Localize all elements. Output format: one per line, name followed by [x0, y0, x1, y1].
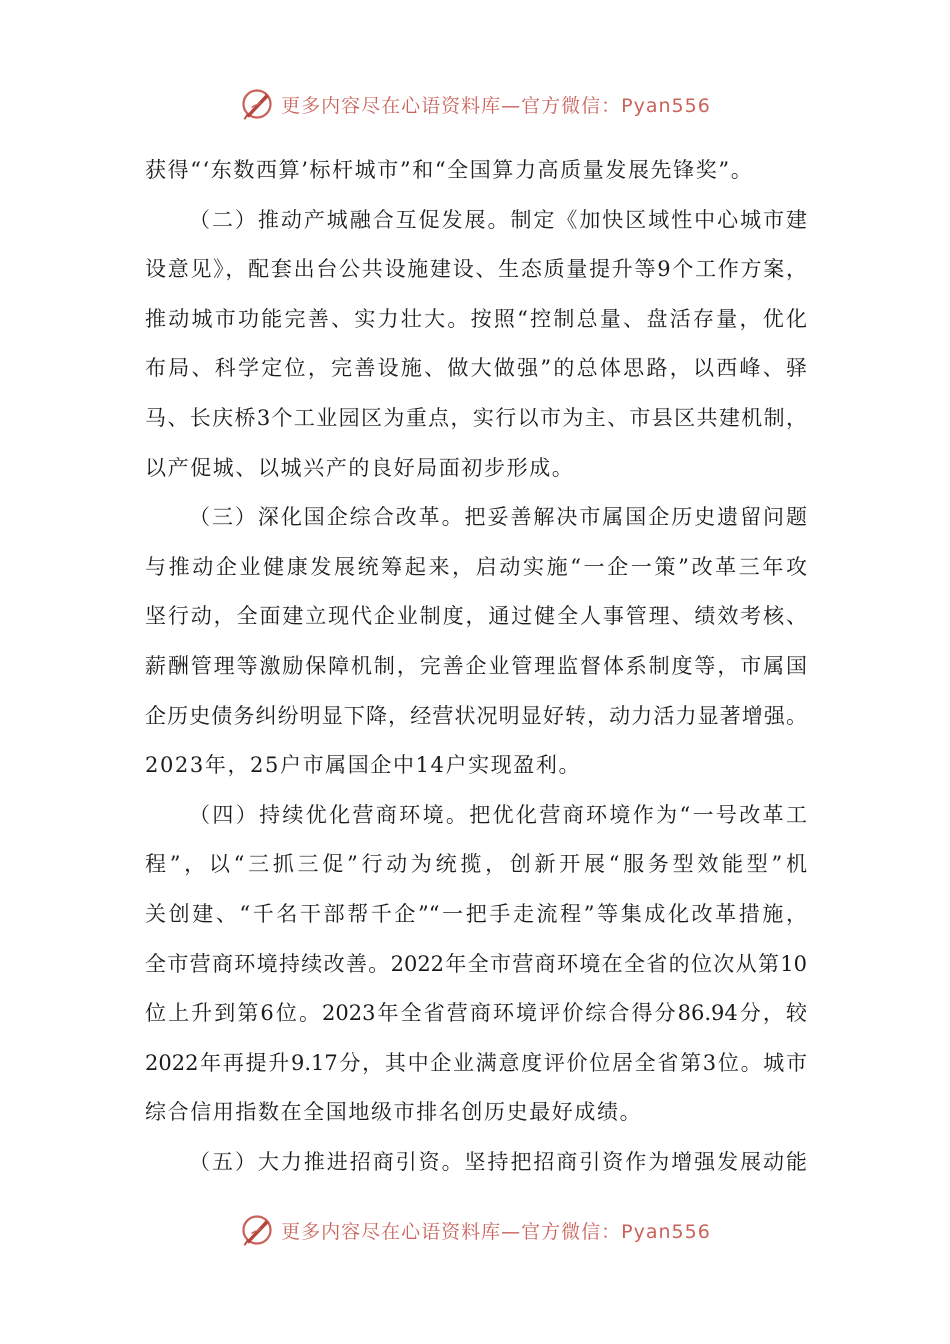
text-line: 全市营商环境持续改善。2022年全市营商环境在全省的位次从第10 [145, 951, 807, 976]
text-line: 关创建、“千名干部帮千企”“一把手走流程”等集成化改革措施， [145, 901, 807, 926]
text-line: 推动城市功能完善、实力壮大。按照“控制总量、盘活存量，优化 [145, 306, 807, 331]
quill-logo-icon [239, 86, 275, 122]
text-line: 坚行动，全面建立现代企业制度，通过健全人事管理、绩效考核、 [145, 604, 807, 629]
document-body [145, 146, 807, 1187]
footer-watermark-text: 更多内容尽在心语资料库—官方微信：Pyan556 [281, 1220, 711, 1243]
text-line: （三）深化国企综合改革。把妥善解决市属国企历史遗留问题 [189, 505, 807, 530]
text-line: 综合信用指数在全国地级市排名创历史最好成绩。 [145, 1100, 643, 1125]
text-line: （五）大力推进招商引资。坚持把招商引资作为增强发展动能 [189, 1149, 807, 1174]
header-watermark [0, 84, 950, 124]
text-line: 2022年再提升9.17分，其中企业满意度评价位居全省第3位。城市 [145, 1050, 807, 1075]
text-line: 与推动企业健康发展统筹起来，启动实施“一企一策”改革三年攻 [145, 554, 807, 579]
text-line: 以产促城、以城兴产的良好局面初步形成。 [145, 455, 575, 480]
text-line: 企历史债务纠纷明显下降，经营状况明显好转，动力活力显著增强。 [145, 703, 807, 728]
quill-logo-icon [239, 1212, 275, 1248]
text-line: 2023年，25户市属国企中14户实现盈利。 [145, 753, 582, 778]
text-line: 设意见》，配套出台公共设施建设、生态质量提升等9个工作方案， [145, 257, 807, 282]
text-line: 马、长庆桥3个工业园区为重点，实行以市为主、市县区共建机制， [145, 405, 807, 430]
text-line: 薪酬管理等激励保障机制，完善企业管理监督体系制度等，市属国 [145, 653, 807, 678]
text-line: 布局、科学定位，完善设施、做大做强”的总体思路，以西峰、驿 [145, 356, 807, 381]
text-line: （二）推动产城融合互促发展。制定《加快区域性中心城市建 [189, 207, 807, 232]
text-line: （四）持续优化营商环境。把优化营商环境作为“一号改革工 [189, 802, 807, 827]
text-line: 获得“‘东数西算’标杆城市”和“全国算力高质量发展先锋奖”。 [145, 158, 754, 182]
footer-watermark [0, 1210, 950, 1250]
text-line: 位上升到第6位。2023年全省营商环境评价综合得分86.94分，较 [145, 1001, 807, 1026]
header-watermark-text: 更多内容尽在心语资料库—官方微信：Pyan556 [281, 94, 711, 117]
text-line: 程”，以“三抓三促”行动为统揽，创新开展“服务型效能型”机 [145, 852, 807, 877]
